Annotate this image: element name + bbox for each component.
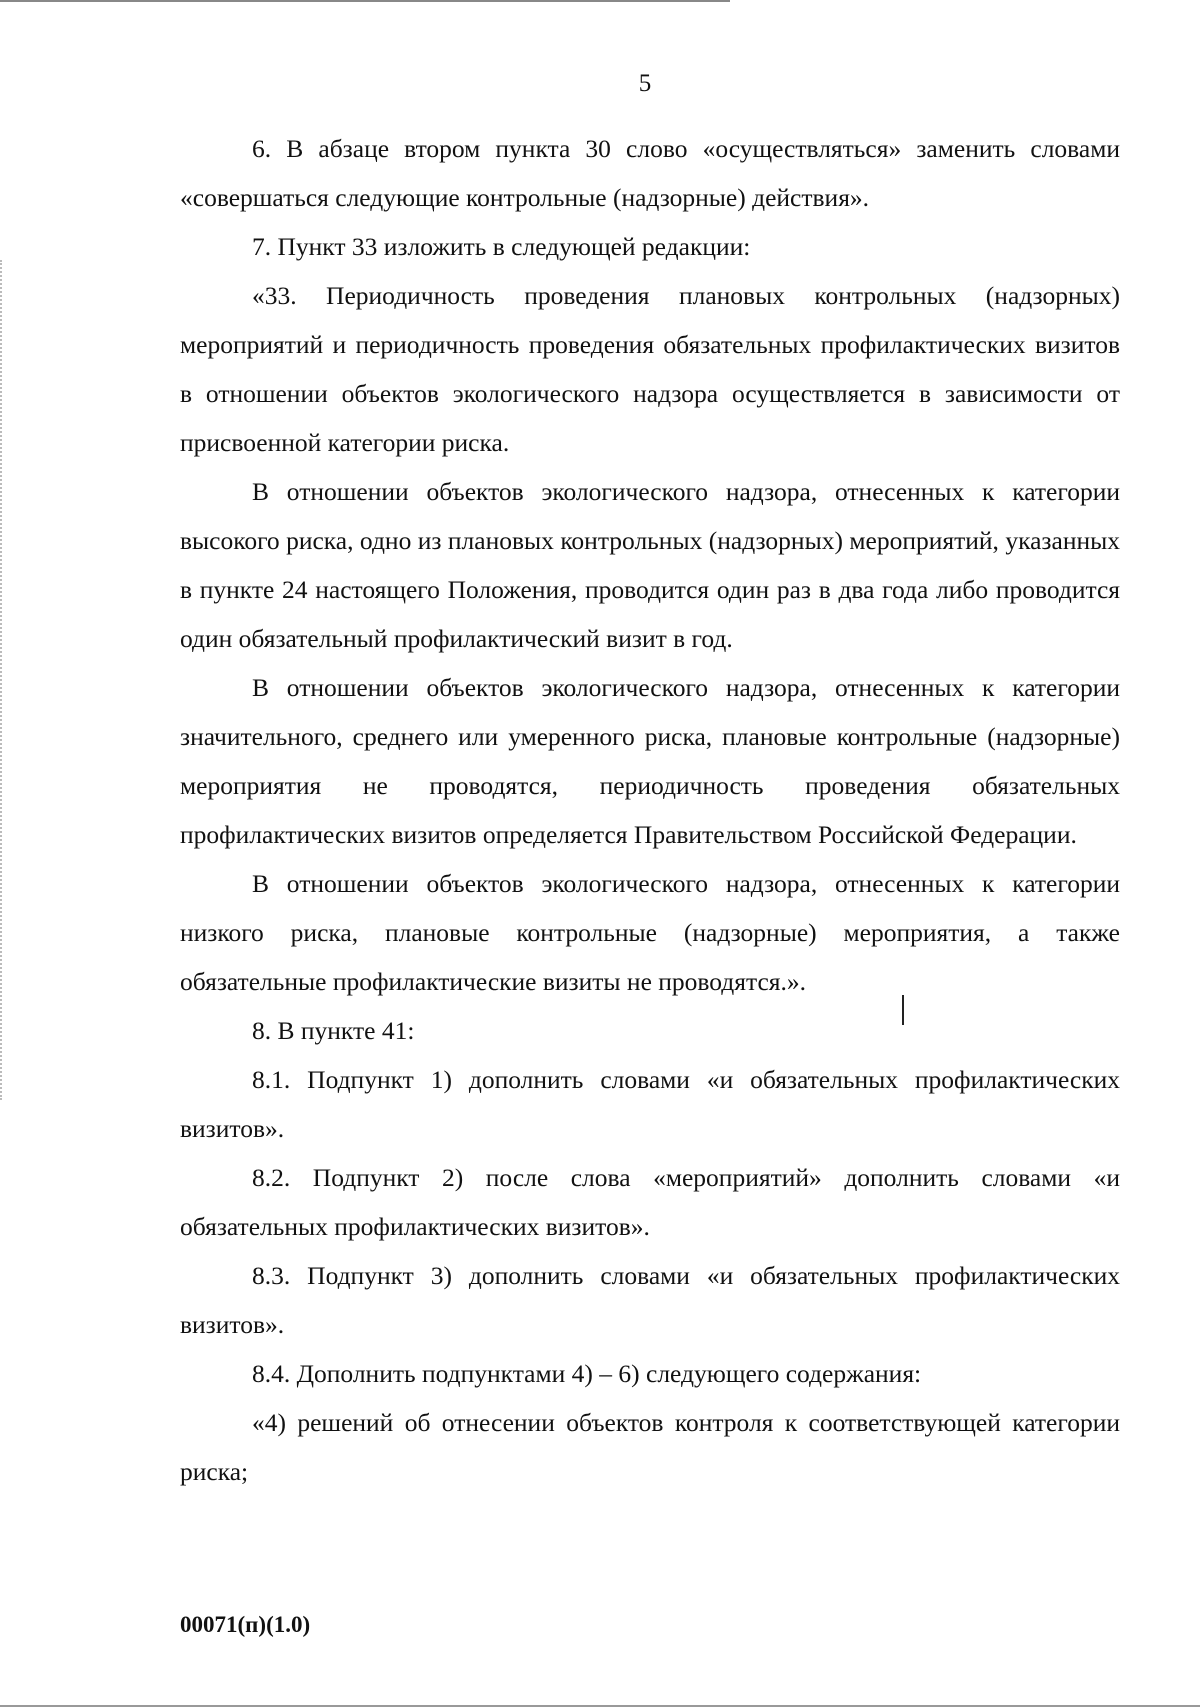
paragraph-medium-risk: В отношении объектов экологического надзора, отнесенных к категории значительного, среднего или умеренного риска, плановые контрольные (надзорные) мероприятия не проводятся, периодичность проведения обязательных профилактических визитов определяется Правительством Российской Федерации. xyxy=(180,673,1120,849)
paragraph-point-33: «33. Периодичность проведения плановых контрольных (надзорных) мероприятий и периодичность проведения обязательных профилактических визитов в отношении объектов экологического надзора осуществляется в зависимости от присвоенной категории риска. xyxy=(180,281,1120,457)
margin-vertical-mark xyxy=(902,995,904,1025)
paragraph-subitem-4: «4) решений об отнесении объектов контроля к соответствующей категории риска; xyxy=(180,1408,1120,1486)
paragraph-item-8: 8. В пункте 41: xyxy=(252,1016,415,1045)
bottom-scan-rule xyxy=(0,1705,1200,1707)
paragraph-item-8-4: 8.4. Дополнить подпунктами 4) – 6) следующего содержания: xyxy=(252,1359,922,1388)
paragraph-item-8-1: 8.1. Подпункт 1) дополнить словами «и обязательных профилактических визитов». xyxy=(180,1065,1120,1143)
paragraph-high-risk: В отношении объектов экологического надзора, отнесенных к категории высокого риска, одно из плановых контрольных (надзорных) мероприятий, указанных в пункте 24 настоящего Положения, проводится один раз в два года либо проводится один обязательный профилактический визит в год. xyxy=(180,477,1120,653)
page-number: 5 xyxy=(638,70,652,97)
left-scan-edge xyxy=(0,260,4,1100)
paragraph-item-6: 6. В абзаце втором пункта 30 слово «осуществляться» заменить словами «совершаться следующие контрольные (надзорные) действия». xyxy=(180,134,1120,212)
document-code: 00071(п)(1.0) xyxy=(180,1612,311,1637)
document-body xyxy=(180,124,1120,1496)
paragraph-low-risk: В отношении объектов экологического надзора, отнесенных к категории низкого риска, плановые контрольные (надзорные) мероприятия, а также обязательные профилактические визиты не проводятся.». xyxy=(180,869,1120,996)
paragraph-item-8-2: 8.2. Подпункт 2) после слова «мероприятий» дополнить словами «и обязательных профилактических визитов». xyxy=(180,1163,1120,1241)
paragraph-item-7: 7. Пункт 33 изложить в следующей редакции: xyxy=(252,232,751,261)
top-scan-rule xyxy=(0,0,730,2)
paragraph-item-8-3: 8.3. Подпункт 3) дополнить словами «и обязательных профилактических визитов». xyxy=(180,1261,1120,1339)
